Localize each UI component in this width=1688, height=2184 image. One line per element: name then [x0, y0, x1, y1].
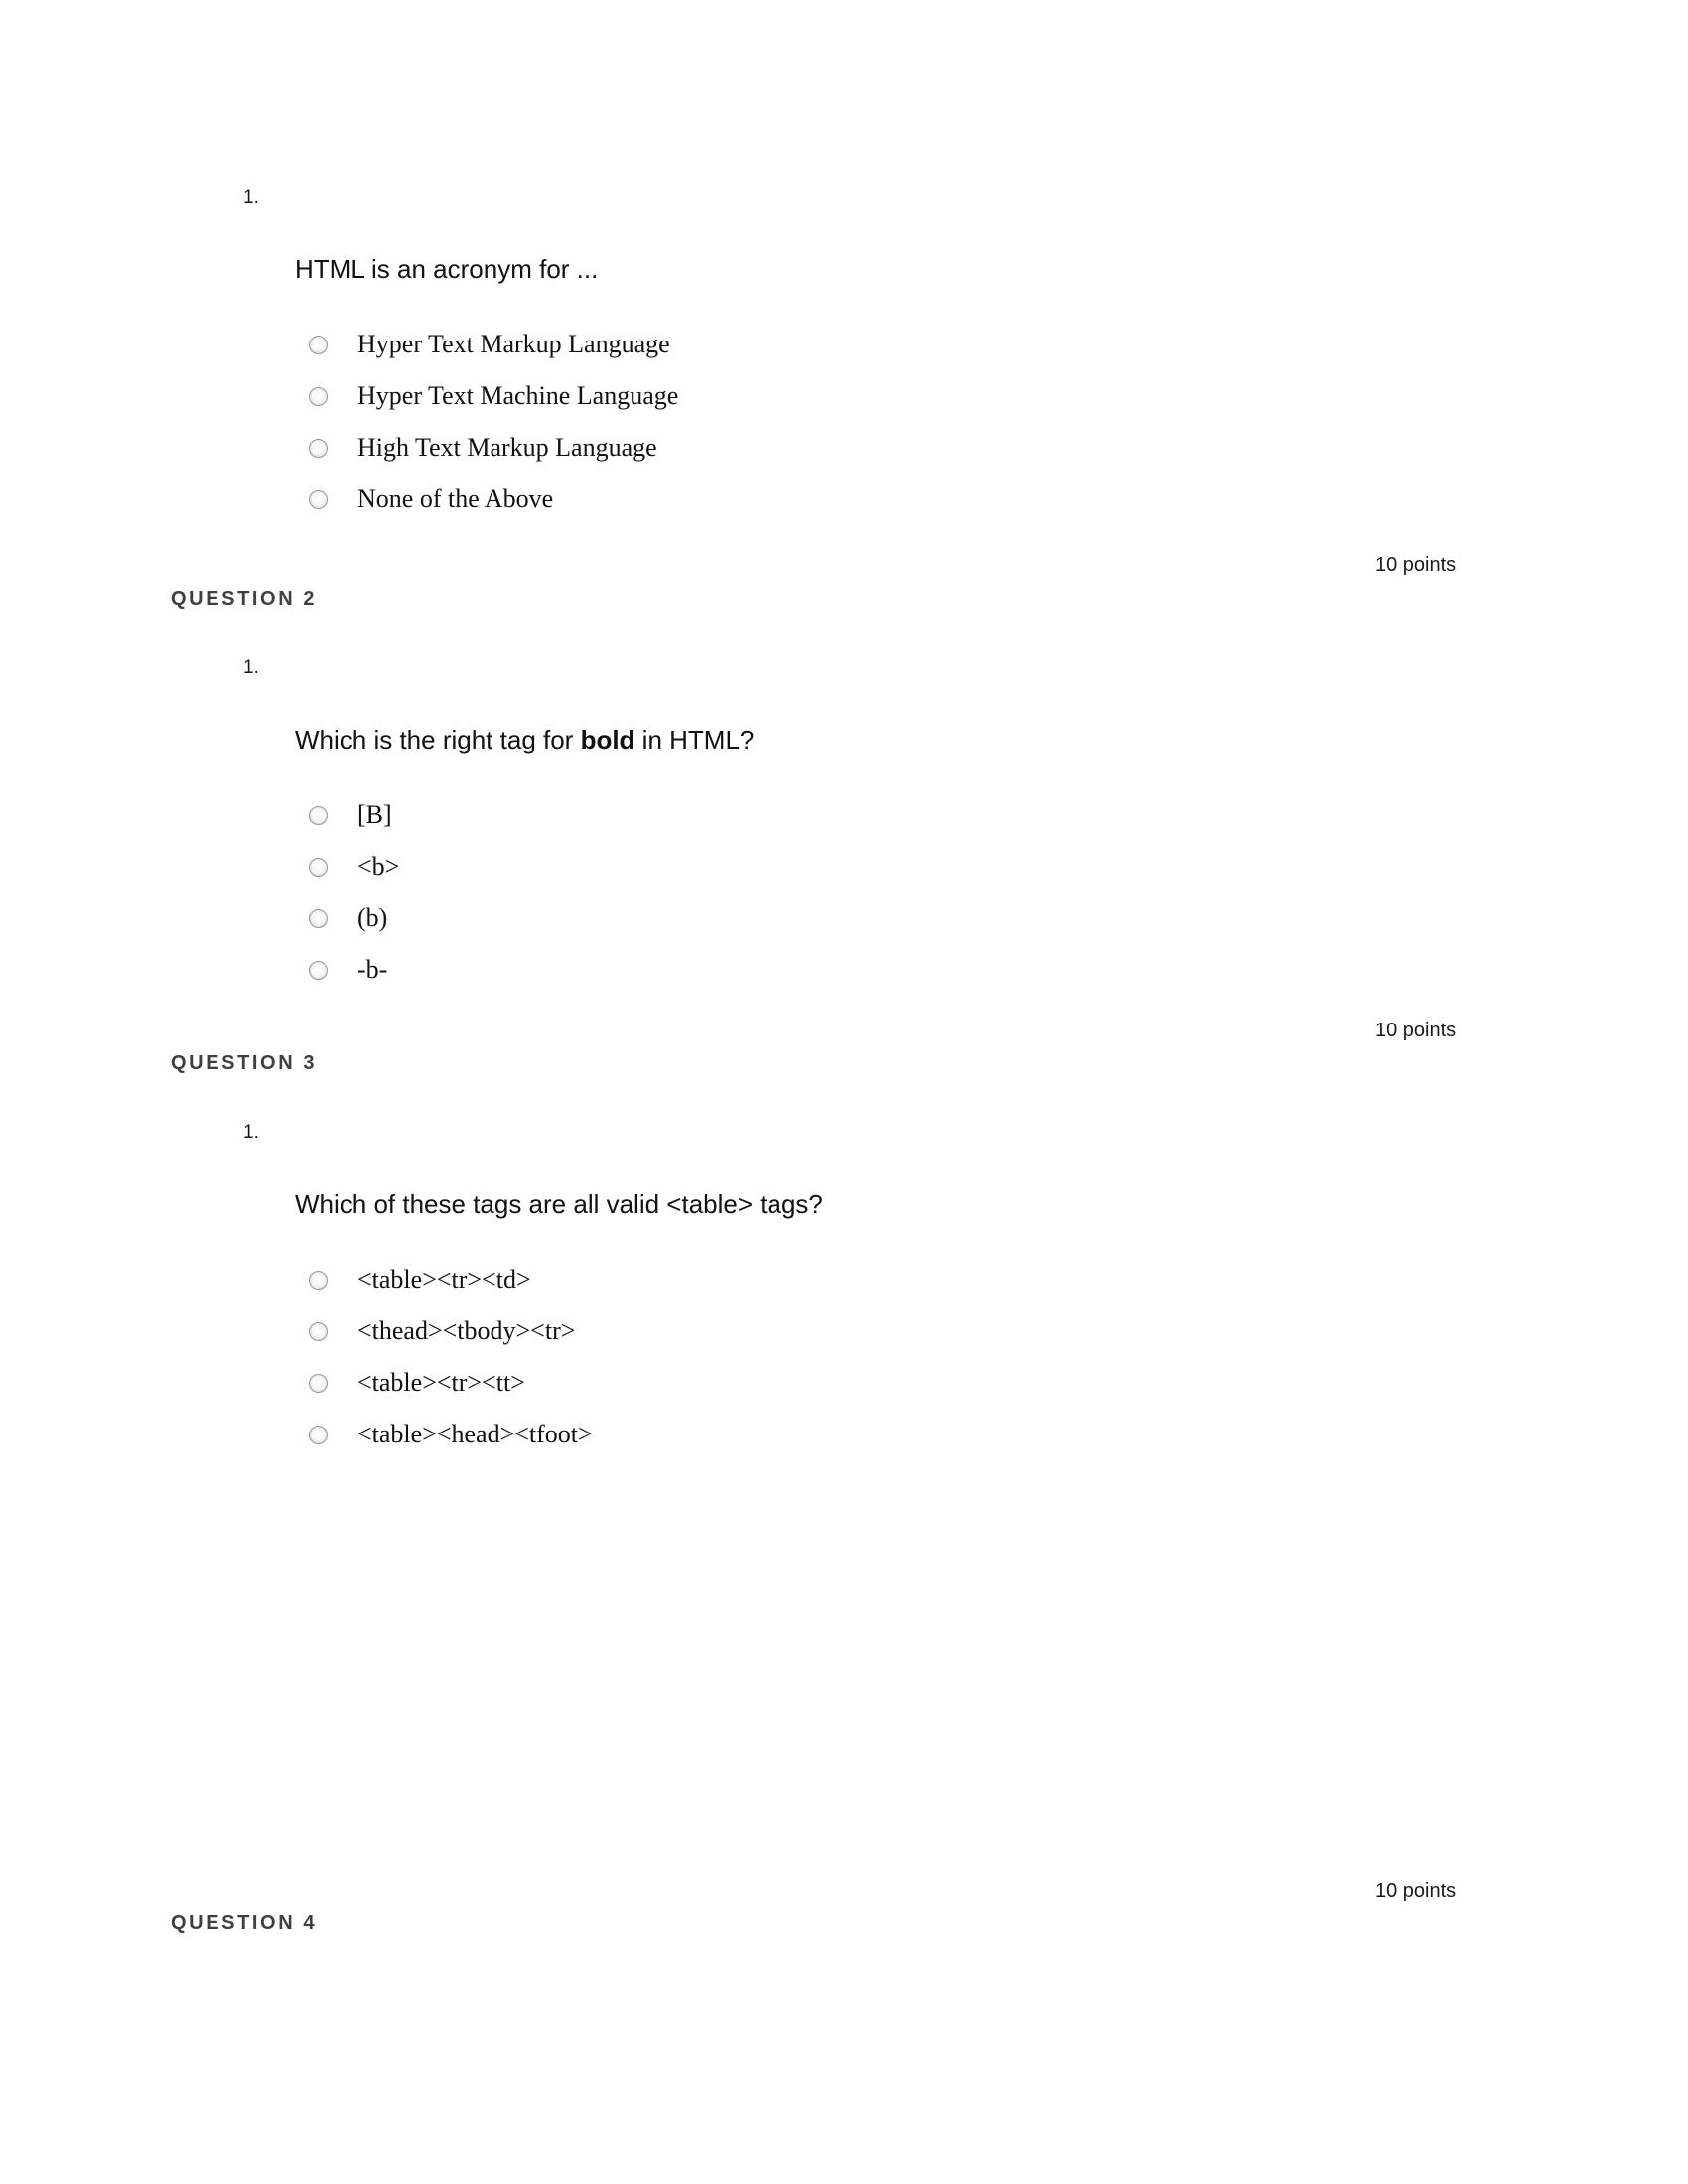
question-1-list-number: 1. [243, 187, 259, 207]
option-row[interactable] [309, 841, 1688, 892]
option-row[interactable] [309, 1409, 1688, 1460]
option-row[interactable] [309, 319, 1688, 370]
option-row[interactable] [309, 892, 1688, 944]
question-3-prompt [295, 1189, 1688, 1220]
option-row[interactable] [309, 1357, 1688, 1409]
radio-button-icon[interactable] [309, 1322, 328, 1341]
option-label: Hyper Text Machine Language [357, 381, 679, 411]
option-label: High Text Markup Language [357, 433, 657, 463]
question-block-3 [0, 1122, 1688, 1460]
question-block-1 [0, 187, 1688, 525]
question-2-points: 10 points [1375, 1020, 1457, 1041]
radio-button-icon[interactable] [309, 1271, 328, 1290]
question-2-prompt [295, 725, 1688, 755]
option-row[interactable] [309, 422, 1688, 474]
option-label: <b> [357, 852, 400, 882]
radio-button-icon[interactable] [309, 490, 328, 509]
question-3-options [309, 1254, 1688, 1460]
question-2-prompt-bold: bold [580, 725, 635, 754]
question-1-points: 10 points [1375, 554, 1457, 576]
question-3-points: 10 points [1375, 1880, 1457, 1902]
option-label: [B] [357, 800, 392, 830]
radio-button-icon[interactable] [309, 336, 328, 354]
option-label: <table><head><tfoot> [357, 1420, 593, 1449]
question-3-prompt-text: Which of these tags are all valid <table> tags? [295, 1189, 823, 1219]
option-label: <table><tr><td> [357, 1265, 531, 1295]
option-row[interactable] [309, 474, 1688, 525]
option-label: <thead><tbody><tr> [357, 1316, 576, 1346]
option-label: None of the Above [357, 484, 554, 514]
radio-button-icon[interactable] [309, 1374, 328, 1393]
question-1-options [309, 319, 1688, 525]
question-2-header: QUESTION 2 [171, 588, 318, 610]
option-label: Hyper Text Markup Language [357, 330, 670, 359]
question-2-prompt-prefix: Which is the right tag for [295, 725, 581, 754]
question-1-prompt [295, 254, 1688, 285]
question-2-prompt-suffix: in HTML? [634, 725, 755, 754]
radio-button-icon[interactable] [309, 858, 328, 877]
question-2-list-number: 1. [243, 657, 259, 678]
radio-button-icon[interactable] [309, 909, 328, 928]
radio-button-icon[interactable] [309, 961, 328, 980]
question-3-header: QUESTION 3 [171, 1052, 318, 1074]
option-row[interactable] [309, 1254, 1688, 1305]
question-block-2 [0, 657, 1688, 996]
option-row[interactable] [309, 370, 1688, 422]
question-1-prompt-text: HTML is an acronym for ... [295, 254, 599, 284]
option-label: <table><tr><tt> [357, 1368, 525, 1398]
radio-button-icon[interactable] [309, 806, 328, 825]
option-label: (b) [357, 903, 388, 933]
question-3-list-number: 1. [243, 1122, 259, 1143]
question-4-header: QUESTION 4 [171, 1912, 318, 1934]
option-row[interactable] [309, 789, 1688, 841]
option-label: -b- [357, 955, 388, 985]
question-2-options [309, 789, 1688, 996]
radio-button-icon[interactable] [309, 439, 328, 458]
option-row[interactable] [309, 944, 1688, 996]
radio-button-icon[interactable] [309, 387, 328, 406]
option-row[interactable] [309, 1305, 1688, 1357]
radio-button-icon[interactable] [309, 1426, 328, 1444]
